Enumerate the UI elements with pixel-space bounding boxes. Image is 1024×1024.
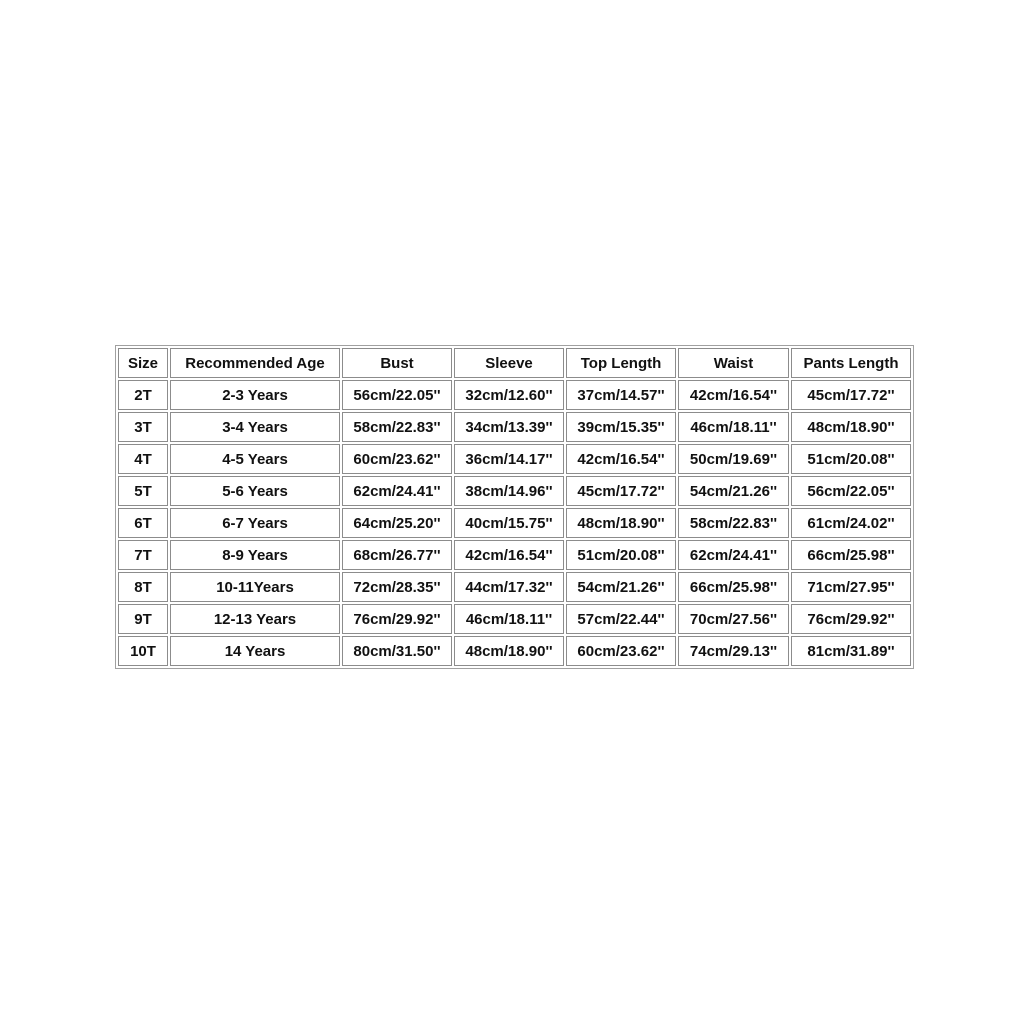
table-row	[118, 572, 911, 602]
cell-sleeve: 32cm/12.60''	[454, 380, 564, 410]
header-recommended-age: Recommended Age	[170, 348, 340, 378]
cell-bust: 80cm/31.50''	[342, 636, 452, 666]
size-chart-table	[115, 345, 914, 669]
header-sleeve: Sleeve	[454, 348, 564, 378]
cell-waist: 74cm/29.13''	[678, 636, 789, 666]
cell-sleeve: 36cm/14.17''	[454, 444, 564, 474]
cell-top-length: 57cm/22.44''	[566, 604, 676, 634]
table-row	[118, 380, 911, 410]
header-row	[118, 348, 911, 378]
cell-size: 7T	[118, 540, 168, 570]
cell-size: 5T	[118, 476, 168, 506]
cell-pants-length: 76cm/29.92''	[791, 604, 911, 634]
cell-waist: 70cm/27.56''	[678, 604, 789, 634]
cell-top-length: 51cm/20.08''	[566, 540, 676, 570]
cell-bust: 62cm/24.41''	[342, 476, 452, 506]
cell-waist: 66cm/25.98''	[678, 572, 789, 602]
header-pants-length: Pants Length	[791, 348, 911, 378]
cell-pants-length: 56cm/22.05''	[791, 476, 911, 506]
cell-waist: 50cm/19.69''	[678, 444, 789, 474]
cell-size: 4T	[118, 444, 168, 474]
cell-size: 8T	[118, 572, 168, 602]
cell-bust: 60cm/23.62''	[342, 444, 452, 474]
cell-sleeve: 42cm/16.54''	[454, 540, 564, 570]
cell-size: 9T	[118, 604, 168, 634]
cell-size: 2T	[118, 380, 168, 410]
cell-sleeve: 48cm/18.90''	[454, 636, 564, 666]
cell-recommended-age: 6-7 Years	[170, 508, 340, 538]
cell-pants-length: 48cm/18.90''	[791, 412, 911, 442]
cell-pants-length: 66cm/25.98''	[791, 540, 911, 570]
cell-bust: 68cm/26.77''	[342, 540, 452, 570]
table-row	[118, 444, 911, 474]
header-top-length: Top Length	[566, 348, 676, 378]
cell-bust: 76cm/29.92''	[342, 604, 452, 634]
cell-sleeve: 38cm/14.96''	[454, 476, 564, 506]
cell-pants-length: 61cm/24.02''	[791, 508, 911, 538]
cell-pants-length: 45cm/17.72''	[791, 380, 911, 410]
cell-recommended-age: 2-3 Years	[170, 380, 340, 410]
cell-top-length: 42cm/16.54''	[566, 444, 676, 474]
cell-bust: 72cm/28.35''	[342, 572, 452, 602]
cell-waist: 58cm/22.83''	[678, 508, 789, 538]
cell-bust: 64cm/25.20''	[342, 508, 452, 538]
cell-sleeve: 40cm/15.75''	[454, 508, 564, 538]
cell-waist: 42cm/16.54''	[678, 380, 789, 410]
cell-sleeve: 34cm/13.39''	[454, 412, 564, 442]
cell-size: 10T	[118, 636, 168, 666]
table-row	[118, 636, 911, 666]
cell-pants-length: 51cm/20.08''	[791, 444, 911, 474]
cell-recommended-age: 12-13 Years	[170, 604, 340, 634]
cell-top-length: 48cm/18.90''	[566, 508, 676, 538]
cell-waist: 62cm/24.41''	[678, 540, 789, 570]
table-row	[118, 412, 911, 442]
cell-top-length: 60cm/23.62''	[566, 636, 676, 666]
cell-recommended-age: 5-6 Years	[170, 476, 340, 506]
header-size: Size	[118, 348, 168, 378]
cell-pants-length: 71cm/27.95''	[791, 572, 911, 602]
cell-top-length: 54cm/21.26''	[566, 572, 676, 602]
header-waist: Waist	[678, 348, 789, 378]
cell-recommended-age: 3-4 Years	[170, 412, 340, 442]
table-row	[118, 540, 911, 570]
cell-bust: 58cm/22.83''	[342, 412, 452, 442]
cell-bust: 56cm/22.05''	[342, 380, 452, 410]
cell-sleeve: 44cm/17.32''	[454, 572, 564, 602]
cell-size: 3T	[118, 412, 168, 442]
cell-size: 6T	[118, 508, 168, 538]
cell-top-length: 39cm/15.35''	[566, 412, 676, 442]
cell-recommended-age: 14 Years	[170, 636, 340, 666]
cell-waist: 54cm/21.26''	[678, 476, 789, 506]
cell-recommended-age: 4-5 Years	[170, 444, 340, 474]
header-bust: Bust	[342, 348, 452, 378]
table-row	[118, 476, 911, 506]
table-row	[118, 508, 911, 538]
cell-sleeve: 46cm/18.11''	[454, 604, 564, 634]
cell-waist: 46cm/18.11''	[678, 412, 789, 442]
table-row	[118, 604, 911, 634]
cell-recommended-age: 8-9 Years	[170, 540, 340, 570]
cell-pants-length: 81cm/31.89''	[791, 636, 911, 666]
cell-recommended-age: 10-11Years	[170, 572, 340, 602]
cell-top-length: 37cm/14.57''	[566, 380, 676, 410]
cell-top-length: 45cm/17.72''	[566, 476, 676, 506]
